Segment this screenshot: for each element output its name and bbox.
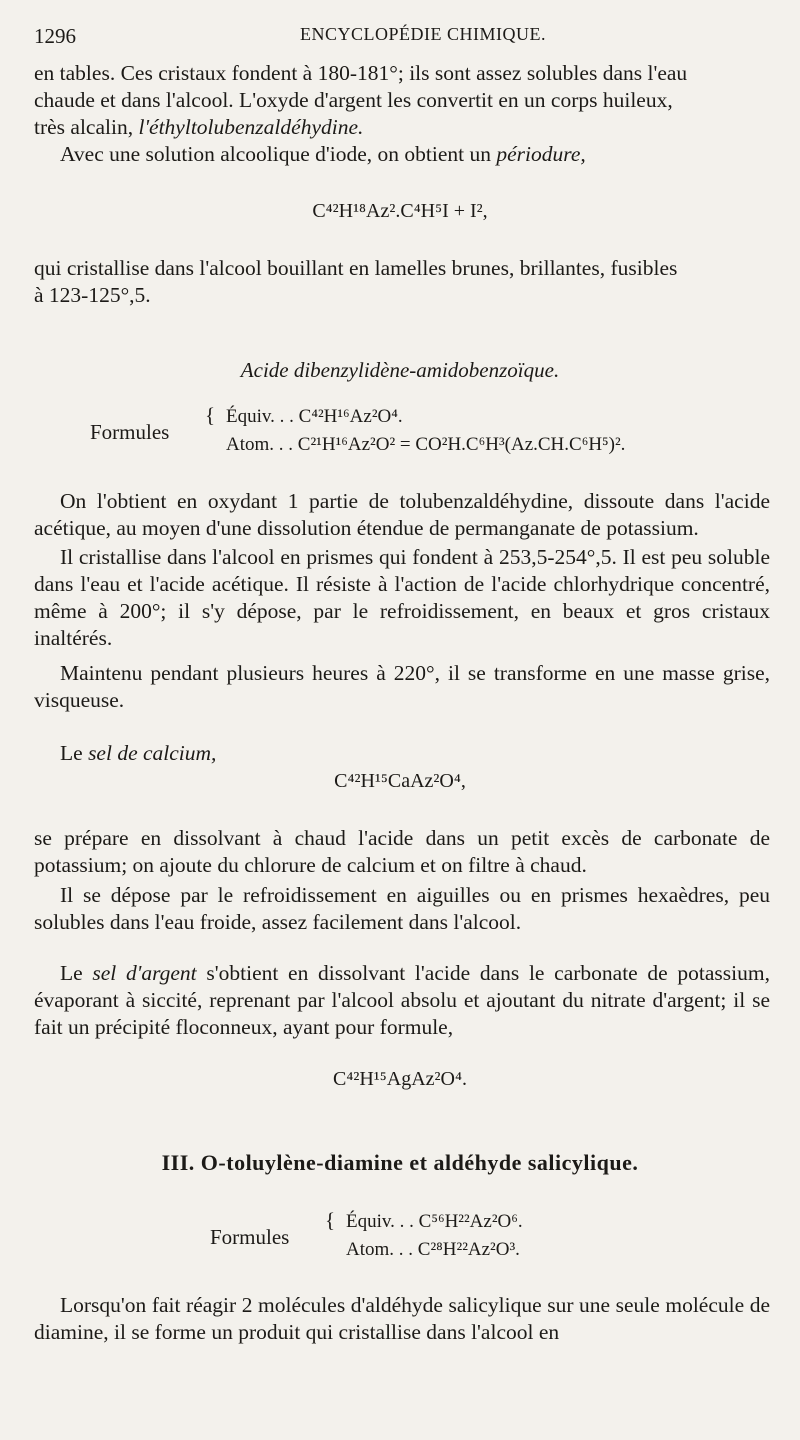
paragraph-8: Lorsqu'on fait réagir 2 molécules d'aldéhyde salicylique sur une seule molécule de diamine, il se forme un produit qui cristallise dans l'alcool en <box>34 1293 770 1344</box>
para1-line1: en tables. Ces cristaux fondent à 180-181°; ils sont assez solubles dans l'eau <box>34 61 688 85</box>
calcium-italic: sel de calcium, <box>88 741 217 765</box>
paragraph-1 <box>34 60 770 168</box>
paragraph-4: Il cristallise dans l'alcool en prismes qui fondent à 253,5-254°,5. Il est peu soluble dans l'eau et l'acide acétique. Il résiste à l'action de l'acide chlorhydrique concentré, même à 200°; il s'y dépose, par le refroidissement, en beaux et gros cristaux inaltérés. <box>34 545 770 650</box>
para1-line3: très alcalin, <box>34 115 139 139</box>
argent-italic: sel d'argent <box>92 961 197 985</box>
formules-label-2: Formules <box>210 1225 290 1249</box>
paragraph-5: Maintenu pendant plusieurs heures à 220°, il se transforme en une masse grise, visqueuse. <box>34 661 770 712</box>
paragraph-argent <box>34 960 770 1041</box>
running-title: ENCYCLOPÉDIE CHIMIQUE. <box>300 24 546 44</box>
paragraph-2 <box>34 255 770 309</box>
formula-periodure: C⁴²H¹⁸Az².C⁴H⁵I + I², <box>312 200 488 222</box>
brace-2: { <box>325 1208 336 1232</box>
argent-pre: Le <box>60 961 93 985</box>
argent-rest: s'obtient en dissolvant l'acide dans le carbonate de potassium, évaporant à siccité, reprenant par l'alcool absolu et ajoutant du nitrate d'argent; il se fait un précipité floconneux, ayant pour formule, <box>34 961 770 1039</box>
paragraph-3: On l'obtient en oxydant 1 partie de tolubenzaldéhydine, dissoute dans l'acide acétique, au moyen d'une dissolution étendue de permanganate de potassium. <box>34 489 770 540</box>
formules-label-1: Formules <box>90 420 170 444</box>
formula-argent: C⁴²H¹⁵AgAz²O⁴. <box>333 1068 467 1090</box>
para1-line4: Avec une solution alcoolique d'iode, on obtient un <box>60 142 497 166</box>
para1-line3-italic: l'éthyltolubenzaldéhydine. <box>138 115 364 139</box>
section-title-3: III. O-toluylène-diamine et aldéhyde salicylique. <box>161 1150 639 1175</box>
formula-equiv-1: Équiv. . . C⁴²H¹⁶Az²O⁴. <box>226 406 403 427</box>
formula-equiv-2: Équiv. . . C⁵⁶H²²Az²O⁶. <box>346 1211 523 1232</box>
formula-calcium: C⁴²H¹⁵CaAz²O⁴, <box>334 770 466 792</box>
brace-1: { <box>205 403 216 427</box>
calcium-intro <box>34 740 770 767</box>
para1-line4-italic: périodure, <box>496 142 586 166</box>
para2-line1: qui cristallise dans l'alcool bouillant en lamelles brunes, brillantes, fusibles <box>34 256 678 280</box>
paragraph-7: Il se dépose par le refroidissement en aiguilles ou en prismes hexaèdres, peu solubles dans l'eau froide, assez facilement dans l'alcool. <box>34 883 770 934</box>
para1-line2: chaude et dans l'alcool. L'oxyde d'argent les convertit en un corps huileux, <box>34 88 673 112</box>
calcium-pre: Le <box>60 741 89 765</box>
para2-line2: à 123-125°,5. <box>34 283 151 307</box>
formula-atom-1: Atom. . . C²¹H¹⁶Az²O² = CO²H.C⁶H³(Az.CH.C⁶H⁵)². <box>226 434 626 455</box>
formula-atom-2: Atom. . . C²⁸H²²Az²O³. <box>346 1239 520 1260</box>
paragraph-6: se prépare en dissolvant à chaud l'acide dans un petit excès de carbonate de potassium; on ajoute du chlorure de calcium et on filtre à chaud. <box>34 826 770 877</box>
heading-acide: Acide dibenzylidène-amidobenzoïque. <box>240 358 560 382</box>
page-number: 1296 <box>34 24 76 48</box>
